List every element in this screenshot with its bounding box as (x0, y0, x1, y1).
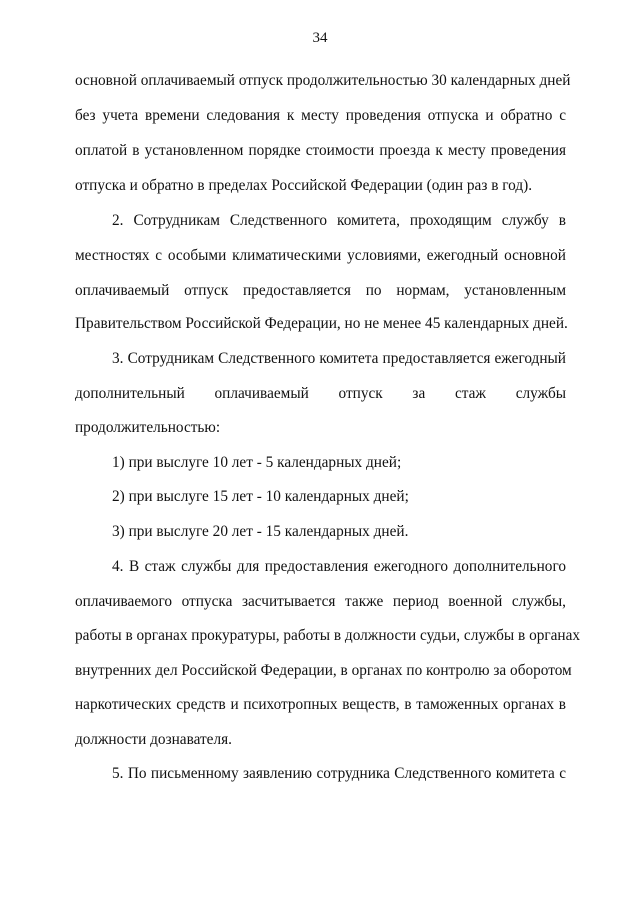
text-line: 2. Сотрудникам Следственного комитета, проходящим службу в (112, 212, 566, 229)
text-line: наркотических средств и психотропных веществ, в таможенных органах в (75, 696, 566, 713)
text-line: дополнительный оплачиваемый отпуск за стаж службы (75, 385, 566, 402)
text-line: местностях с особыми климатическими условиями, ежегодный основной (75, 247, 566, 264)
text-line: 5. По письменному заявлению сотрудника Следственного комитета с (112, 765, 566, 782)
list-item: 3) при выслуге 20 лет - 15 календарных дней. (112, 523, 409, 540)
text-line: оплачиваемый отпуск предоставляется по нормам, установленным (75, 282, 566, 299)
list-item: 2) при выслуге 15 лет - 10 календарных дней; (112, 488, 409, 505)
page-number: 34 (312, 30, 328, 46)
text-line: должности дознавателя. (75, 731, 232, 748)
list-item: 1) при выслуге 10 лет - 5 календарных дней; (112, 454, 402, 471)
text-line: Правительством Российской Федерации, но не менее 45 календарных дней. (75, 315, 568, 332)
text-line: 4. В стаж службы для предоставления ежегодного дополнительного (112, 558, 566, 575)
text-line: внутренних дел Российской Федерации, в органах по контролю за оборотом (75, 662, 572, 679)
text-line: оплачиваемого отпуска засчитывается также период военной службы, (75, 593, 566, 610)
text-line: 3. Сотрудникам Следственного комитета предоставляется ежегодный (112, 350, 566, 367)
text-line: работы в органах прокуратуры, работы в должности судьи, службы в органах (75, 627, 581, 644)
text-line: основной оплачиваемый отпуск продолжительностью 30 календарных дней (75, 72, 571, 89)
text-line: продолжительностью: (75, 419, 221, 436)
text-line: оплатой в установленном порядке стоимости проезда к месту проведения (75, 142, 566, 159)
text-line: без учета времени следования к месту проведения отпуска и обратно с (75, 107, 566, 124)
text-line: отпуска и обратно в пределах Российской Федерации (один раз в год). (75, 177, 533, 194)
